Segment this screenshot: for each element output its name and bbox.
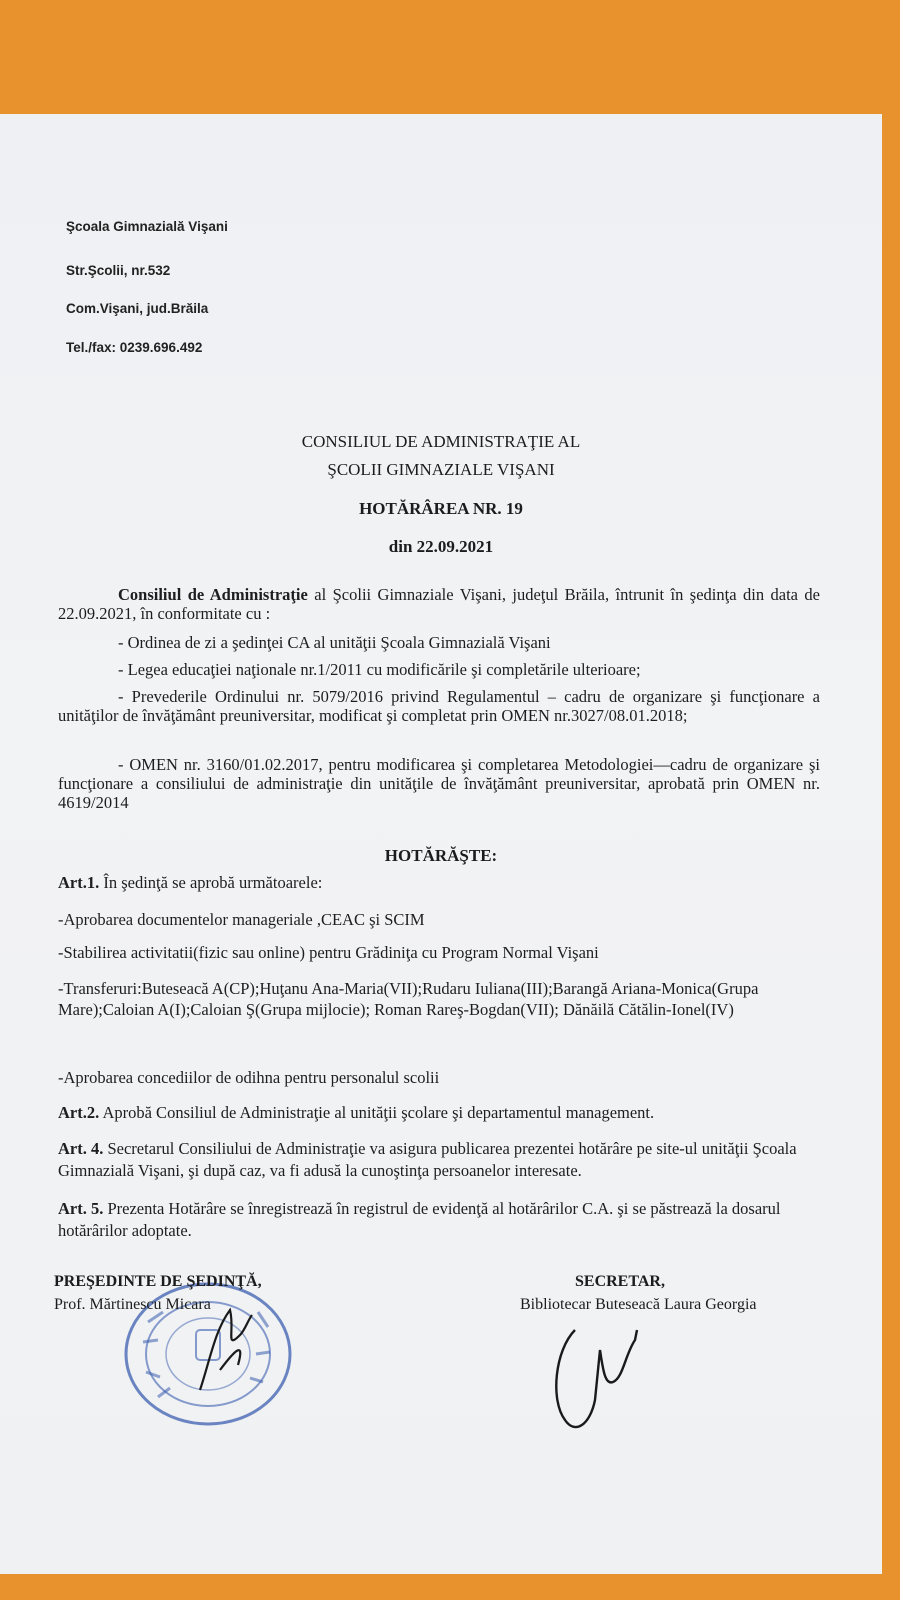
consideration-item: - OMEN nr. 3160/01.02.2017, pentru modificarea şi completarea Metodologiei—cadru de organizare şi funcţionare a consiliului de administraţie din unităţile de învăţământ preuniversitar, aprobată prin OMEN nr. 4619/2014 [58,755,820,812]
secretary-signature [545,1310,675,1440]
school-name: Şcoala Gimnazială Vişani [66,219,228,234]
art1-item: -Aprobarea documentelor manageriale ,CEAC şi SCIM [58,910,425,929]
council-title: CONSILIUL DE ADMINISTRAŢIE AL [301,432,581,451]
school-title: ŞCOLII GIMNAZIALE VIŞANI [327,460,555,479]
decision-title: HOTĂRÂREA NR. 19 [359,499,523,518]
art1-text: În şedinţă se aprobă următoarele: [99,873,323,892]
intro-paragraph [58,585,820,623]
art1-item: -Aprobarea concediilor de odihna pentru personalul scolii [58,1068,440,1087]
consideration-item: - Ordinea de zi a şedinţei CA al unităţii Şcoala Gimnazială Vişani [118,633,551,652]
art4 [58,1138,838,1182]
school-street: Str.Şcolii, nr.532 [66,263,171,278]
school-commune: Com.Vişani, jud.Brăila [66,301,209,316]
president-name: Prof. Mărtinescu Micara [54,1296,211,1313]
consideration-item: - Legea educaţiei naţionale nr.1/2011 cu modificările şi completările ulterioare; [118,660,641,679]
consideration-item: - Prevederile Ordinului nr. 5079/2016 privind Regulamentul – cadru de organizare şi funcţionare a unităţilor de învăţământ preuniversitar, modificat şi completat prin OMEN nr.3027/08.01.2018; [58,687,820,725]
intro-rest: al Şcolii Gimnaziale Vişani, judeţul Brăila, întrunit în şedinţa din data de 22.09.2021, în conformitate cu : [58,585,820,623]
secretary-name: Bibliotecar Buteseacă Laura Georgia [520,1296,757,1313]
art1-item: -Stabilirea activitatii(fizic sau online) pentru Grădiniţa cu Program Normal Vişani [58,943,599,962]
art5-text: Prezenta Hotărâre se înregistrează în registrul de evidenţă al hotărârilor C.A. şi se păstrează la dosarul hotărârilor adoptate. [58,1199,781,1240]
president-title: PREŞEDINTE DE ŞEDINŢĂ, [54,1273,262,1290]
art4-label: Art. 4. [58,1139,104,1158]
art5-label: Art. 5. [58,1199,104,1218]
decision-date: din 22.09.2021 [388,537,494,556]
art2 [58,1103,654,1122]
art2-text: Aprobă Consiliul de Administraţie al unităţii şcolare şi departamentul management. [99,1103,655,1122]
school-phone: Tel./fax: 0239.696.492 [66,340,203,355]
art1-item: -Transferuri:Buteseacă A(CP);Huţanu Ana-Maria(VII);Rudaru Iuliana(III);Barangă Ariana-Monica(Grupa Mare);Caloian A(I);Caloian Ş(Grupa mijlocie); Roman Rareş-Bogdan(VII); Dănăilă Cătălin-Ionel(IV) [58,979,759,1019]
art1-label: Art.1. [58,873,100,892]
intro-council: Consiliul de Administraţie [118,585,308,604]
art2-label: Art.2. [58,1103,100,1122]
art1 [58,873,322,892]
decides-heading: HOTĂRĂŞTE: [384,846,498,865]
art4-text: Secretarul Consiliului de Administraţie va asigura publicarea prezentei hotărâre pe site-ul unităţii Şcoala Gimnazială Vişani, şi după caz, va fi adusă la cunoştinţa persoanelor interesate. [58,1139,797,1180]
secretary-title: SECRETAR, [575,1273,665,1290]
art5 [58,1198,828,1242]
